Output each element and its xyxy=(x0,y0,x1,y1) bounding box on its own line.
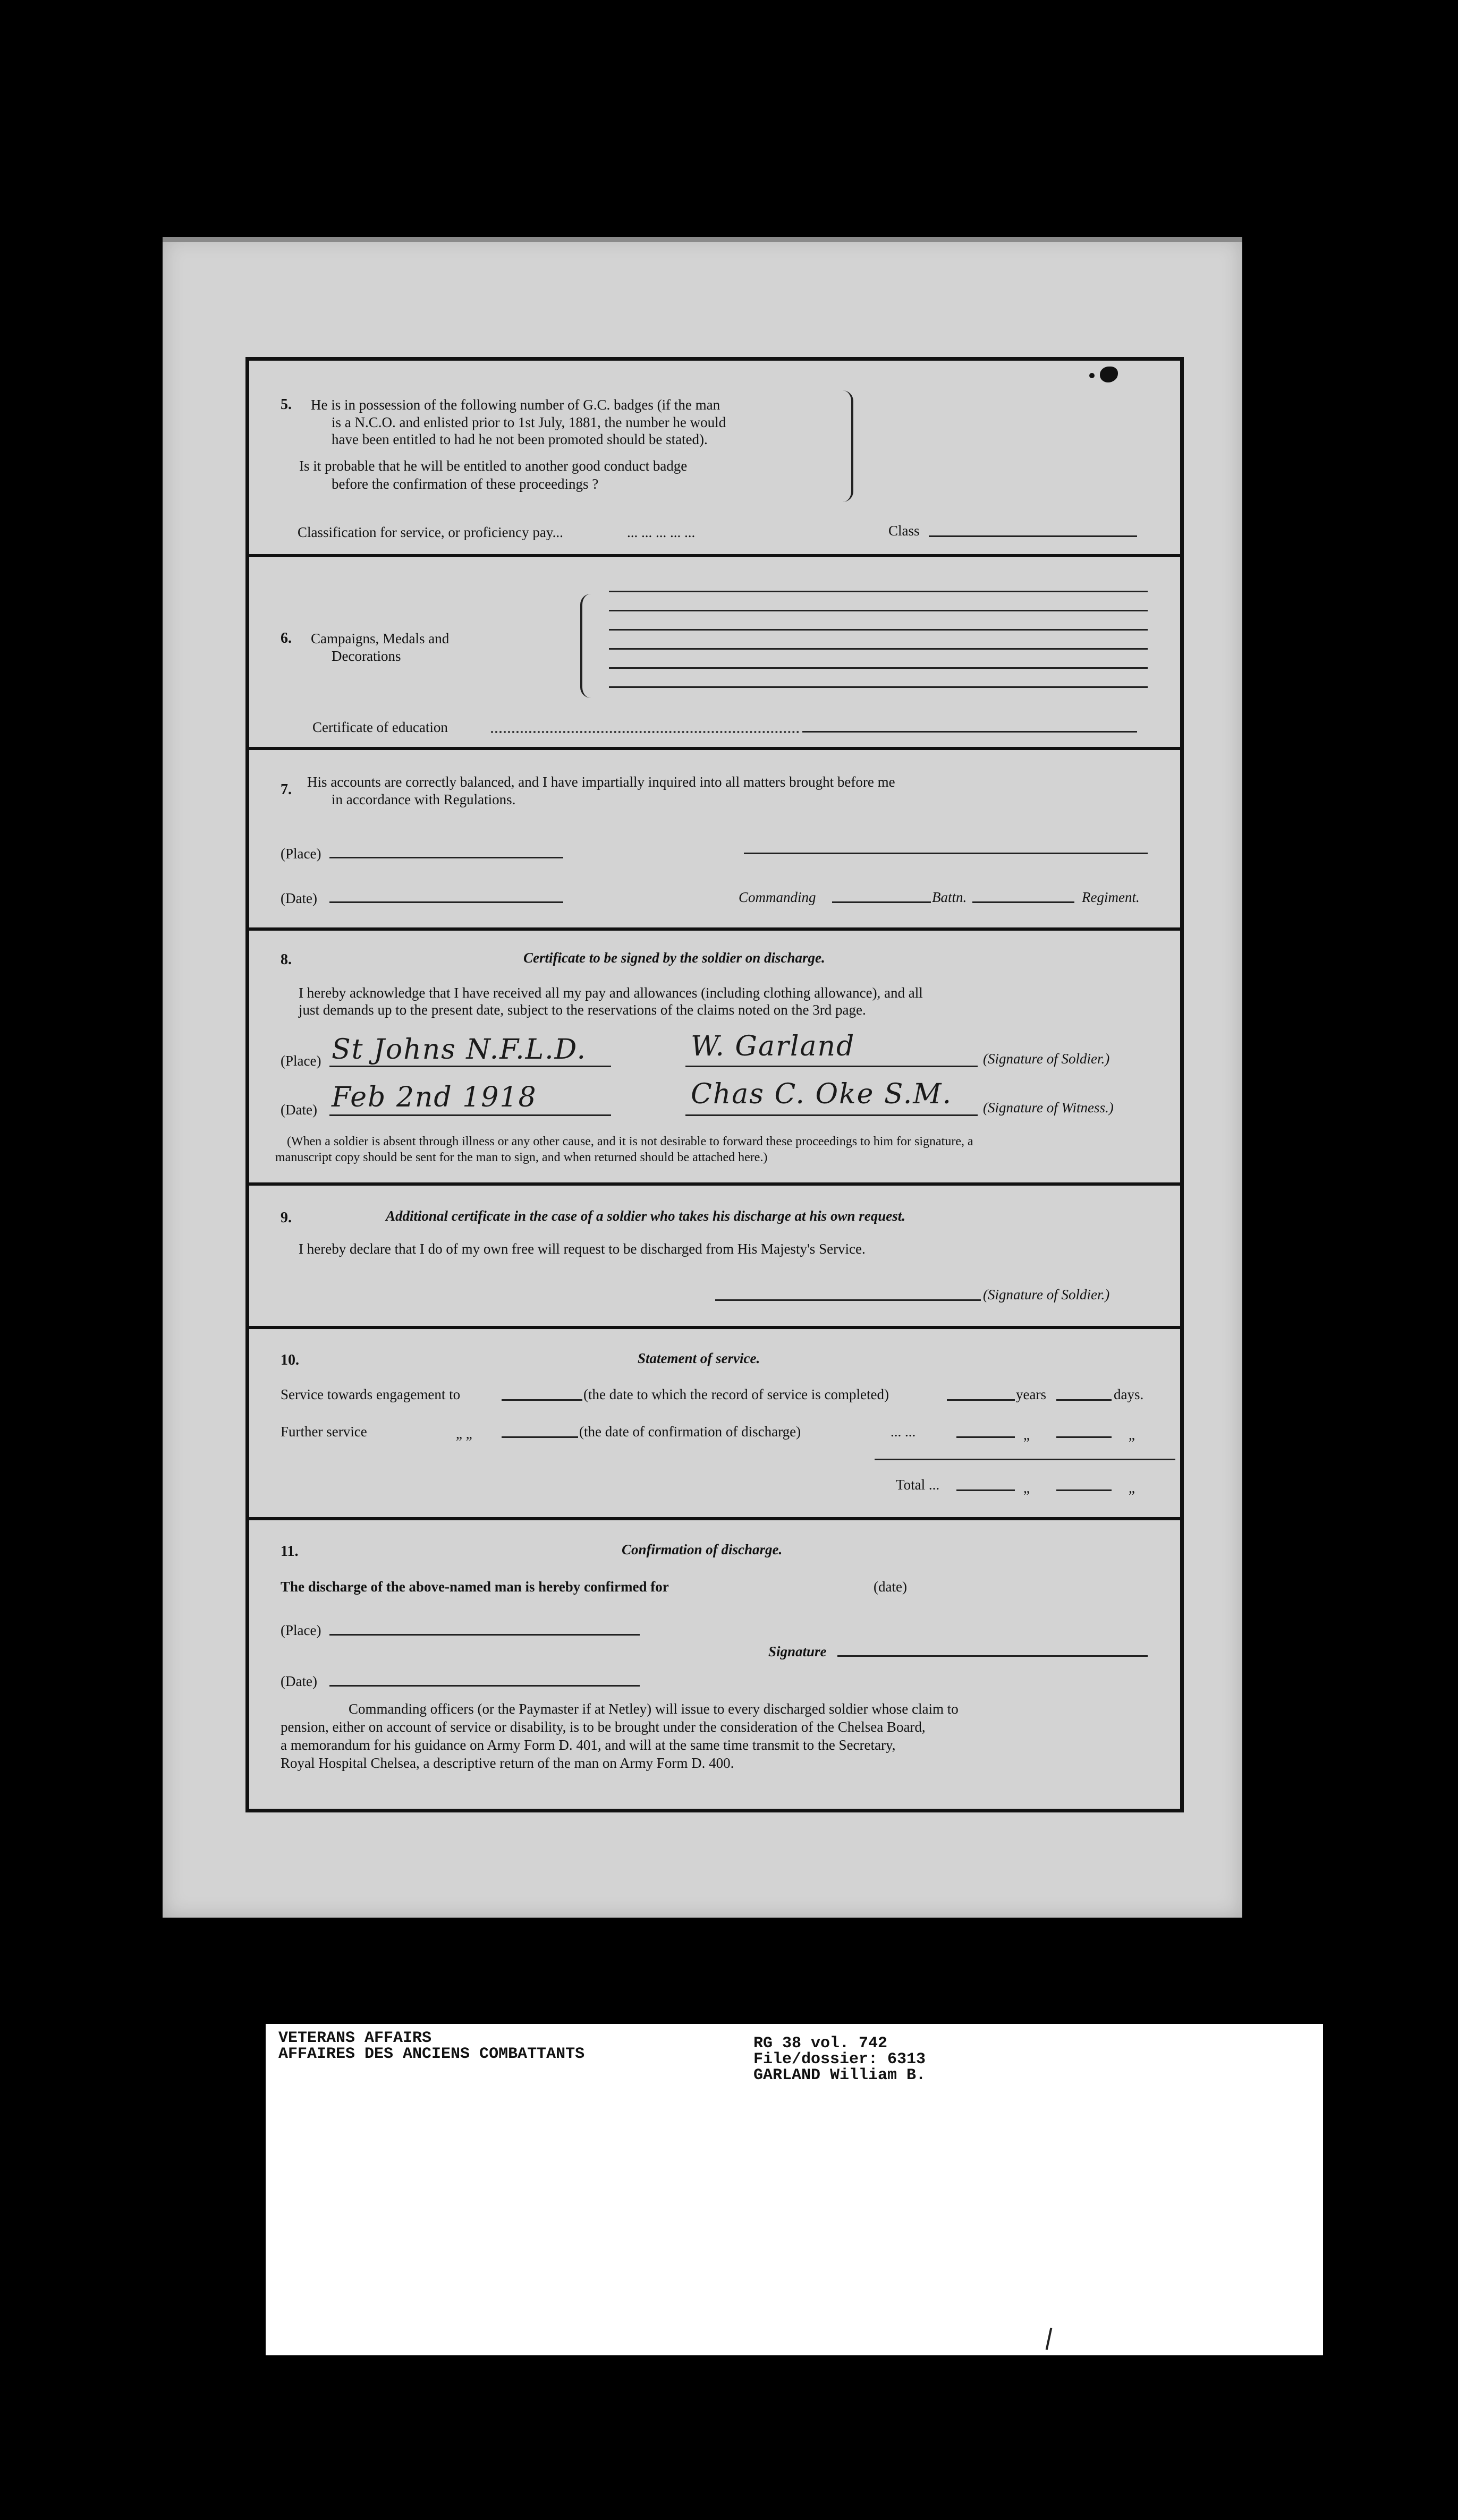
campaigns-field-3 xyxy=(609,629,1148,631)
soldier-signature-label: (Signature of Soldier.) xyxy=(983,1051,1110,1067)
file-dossier-number: File/dossier: 6313 xyxy=(753,2050,926,2068)
handwritten-soldier-signature: W. Garland xyxy=(691,1031,855,1062)
section-number: 10. xyxy=(281,1352,299,1368)
total-days-field xyxy=(1056,1489,1112,1491)
section-8-line-2: just demands up to the present date, subject to the reservations of the claims noted on the 3rd page. xyxy=(299,1002,866,1018)
place-label: (Place) xyxy=(281,846,321,862)
sum-rule xyxy=(875,1459,1175,1460)
service-paren: (the date to which the record of service is completed) xyxy=(583,1386,889,1402)
section-5-line-1: He is in possession of the following number of G.C. badges (if the man xyxy=(311,397,720,413)
commanding-field xyxy=(832,901,931,903)
classification-label: Classification for service, or proficiency pay... xyxy=(298,524,563,540)
service-to-date-field xyxy=(502,1399,582,1401)
date-field xyxy=(329,901,563,903)
ditto-marks: „ „ xyxy=(456,1426,472,1442)
date-word: (date) xyxy=(874,1579,907,1595)
soldier-name: GARLAND William B. xyxy=(753,2066,926,2084)
section-5-line-2: is a N.C.O. and enlisted prior to 1st July, 1881, the number he would xyxy=(332,414,726,430)
witness-signature-field xyxy=(685,1114,978,1116)
sheet-top-edge xyxy=(163,237,1242,242)
class-field xyxy=(929,535,1137,537)
regiment-label: Regiment. xyxy=(1082,889,1140,905)
divider-8-9 xyxy=(245,1182,1184,1186)
absence-note-line-2: manuscript copy should be sent for the man to sign, and when returned should be attached here.) xyxy=(275,1151,768,1164)
instructions-line-4: Royal Hospital Chelsea, a descriptive return of the man on Army Form D. 400. xyxy=(281,1755,734,1771)
place-field xyxy=(329,857,563,858)
further-dots: ... ... xyxy=(891,1424,916,1440)
campaigns-field-2 xyxy=(609,610,1148,611)
handwritten-date: Feb 2nd 1918 xyxy=(332,1082,537,1113)
date-label: (Date) xyxy=(281,1673,317,1689)
signature-label: Signature xyxy=(768,1644,827,1659)
commanding-label: Commanding xyxy=(739,889,816,905)
place-label: (Place) xyxy=(281,1622,321,1638)
section-5-line-3: have been entitled to had he not been promoted should be stated). xyxy=(332,431,708,447)
archive-name-en: VETERANS AFFAIRS xyxy=(278,2029,432,2047)
record-group-volume: RG 38 vol. 742 xyxy=(753,2034,888,2053)
date-label: (Date) xyxy=(281,1102,317,1118)
years-field xyxy=(947,1399,1015,1401)
section-7-line-1: His accounts are correctly balanced, and I have impartially inquired into all matters brought before me xyxy=(307,774,895,790)
days-label: days. xyxy=(1114,1386,1144,1402)
place-field xyxy=(329,1634,640,1636)
divider-7-8 xyxy=(245,927,1184,931)
total-label: Total ... xyxy=(896,1477,940,1493)
confirmed-line: The discharge of the above-named man is hereby confirmed for xyxy=(281,1579,669,1595)
section-8-line-1: I hereby acknowledge that I have received all my pay and allowances (including clothing allowance), and all xyxy=(299,985,923,1001)
section-7-line-2: in accordance with Regulations. xyxy=(332,791,516,807)
instructions-line-1: Commanding officers (or the Paymaster if at Netley) will issue to every discharged soldier whose claim to xyxy=(349,1701,959,1717)
section-5-line-4: Is it probable that he will be entitled to another good conduct badge xyxy=(299,458,688,474)
section-number: 6. xyxy=(281,630,292,646)
divider-5-6 xyxy=(245,554,1184,557)
instructions-line-2: pension, either on account of service or disability, is to be brought under the consideration of the Chelsea Board, xyxy=(281,1719,926,1735)
section-number: 11. xyxy=(281,1543,299,1560)
section-number: 7. xyxy=(281,781,292,798)
divider-10-11 xyxy=(245,1517,1184,1520)
years-label: years xyxy=(1016,1386,1046,1402)
handwritten-place: St Johns N.F.L.D. xyxy=(332,1034,587,1066)
instructions-line-3: a memorandum for his guidance on Army Form D. 401, and will at the same time transmit to the Secretary, xyxy=(281,1737,896,1753)
absence-note-line-1: (When a soldier is absent through illness or any other cause, and it is not desirable to forward these proceedings to him for signature, a xyxy=(287,1135,973,1148)
further-paren: (the date of confirmation of discharge) xyxy=(579,1424,801,1440)
date-field xyxy=(329,1114,611,1116)
ditto-total-years: „ xyxy=(1023,1480,1030,1496)
class-label: Class xyxy=(888,523,920,539)
witness-signature-label: (Signature of Witness.) xyxy=(983,1100,1114,1116)
battn-field xyxy=(972,901,1074,903)
bracket xyxy=(840,390,853,502)
section-10-heading: Statement of service. xyxy=(638,1350,760,1366)
ditto-total-days: „ xyxy=(1129,1480,1135,1496)
handwritten-witness-signature: Chas C. Oke S.M. xyxy=(691,1078,953,1110)
classification-dots: ... ... ... ... ... xyxy=(627,524,696,540)
total-years-field xyxy=(956,1489,1015,1491)
education-label: Certificate of education xyxy=(312,719,448,735)
campaigns-field-1 xyxy=(609,591,1148,592)
section-9-line-1: I hereby declare that I do of my own free will request to be discharged from His Majesty's Service. xyxy=(299,1241,866,1257)
campaigns-field-4 xyxy=(609,648,1148,650)
section-11-heading: Confirmation of discharge. xyxy=(622,1542,783,1557)
service-towards-label: Service towards engagement to xyxy=(281,1386,461,1402)
further-days-field xyxy=(1056,1436,1112,1438)
place-field xyxy=(329,1066,611,1067)
divider-6-7 xyxy=(245,747,1184,750)
section-number: 9. xyxy=(281,1210,292,1226)
further-service-label: Further service xyxy=(281,1424,367,1440)
campaigns-field-5 xyxy=(609,667,1148,669)
divider-9-10 xyxy=(245,1326,1184,1329)
section-5-line-5: before the confirmation of these proceedings ? xyxy=(332,476,599,492)
ditto-days: „ xyxy=(1129,1427,1135,1443)
place-label: (Place) xyxy=(281,1053,321,1069)
commanding-signature-field xyxy=(744,853,1148,854)
section-number: 5. xyxy=(281,396,292,413)
bracket xyxy=(580,594,594,698)
signature-field xyxy=(837,1655,1148,1657)
date-label: (Date) xyxy=(281,890,317,906)
section-number: 8. xyxy=(281,951,292,968)
soldier-signature-field xyxy=(715,1299,981,1301)
ditto-years: „ xyxy=(1023,1427,1030,1443)
days-field xyxy=(1056,1399,1112,1401)
archive-name-fr: AFFAIRES DES ANCIENS COMBATTANTS xyxy=(278,2045,585,2063)
battn-label: Battn. xyxy=(932,889,967,905)
further-years-field xyxy=(956,1436,1015,1438)
date-field xyxy=(329,1685,640,1687)
further-date-field xyxy=(502,1436,578,1438)
section-8-heading: Certificate to be signed by the soldier on discharge. xyxy=(523,950,825,966)
campaigns-label: Campaigns, Medals and xyxy=(311,631,450,646)
section-9-heading: Additional certificate in the case of a soldier who takes his discharge at his own request. xyxy=(386,1208,906,1224)
education-dots xyxy=(491,731,799,733)
soldier-signature-field xyxy=(685,1066,978,1067)
education-field xyxy=(802,731,1137,733)
decorations-label: Decorations xyxy=(332,648,401,664)
soldier-signature-label: (Signature of Soldier.) xyxy=(983,1287,1110,1302)
campaigns-field-6 xyxy=(609,686,1148,688)
